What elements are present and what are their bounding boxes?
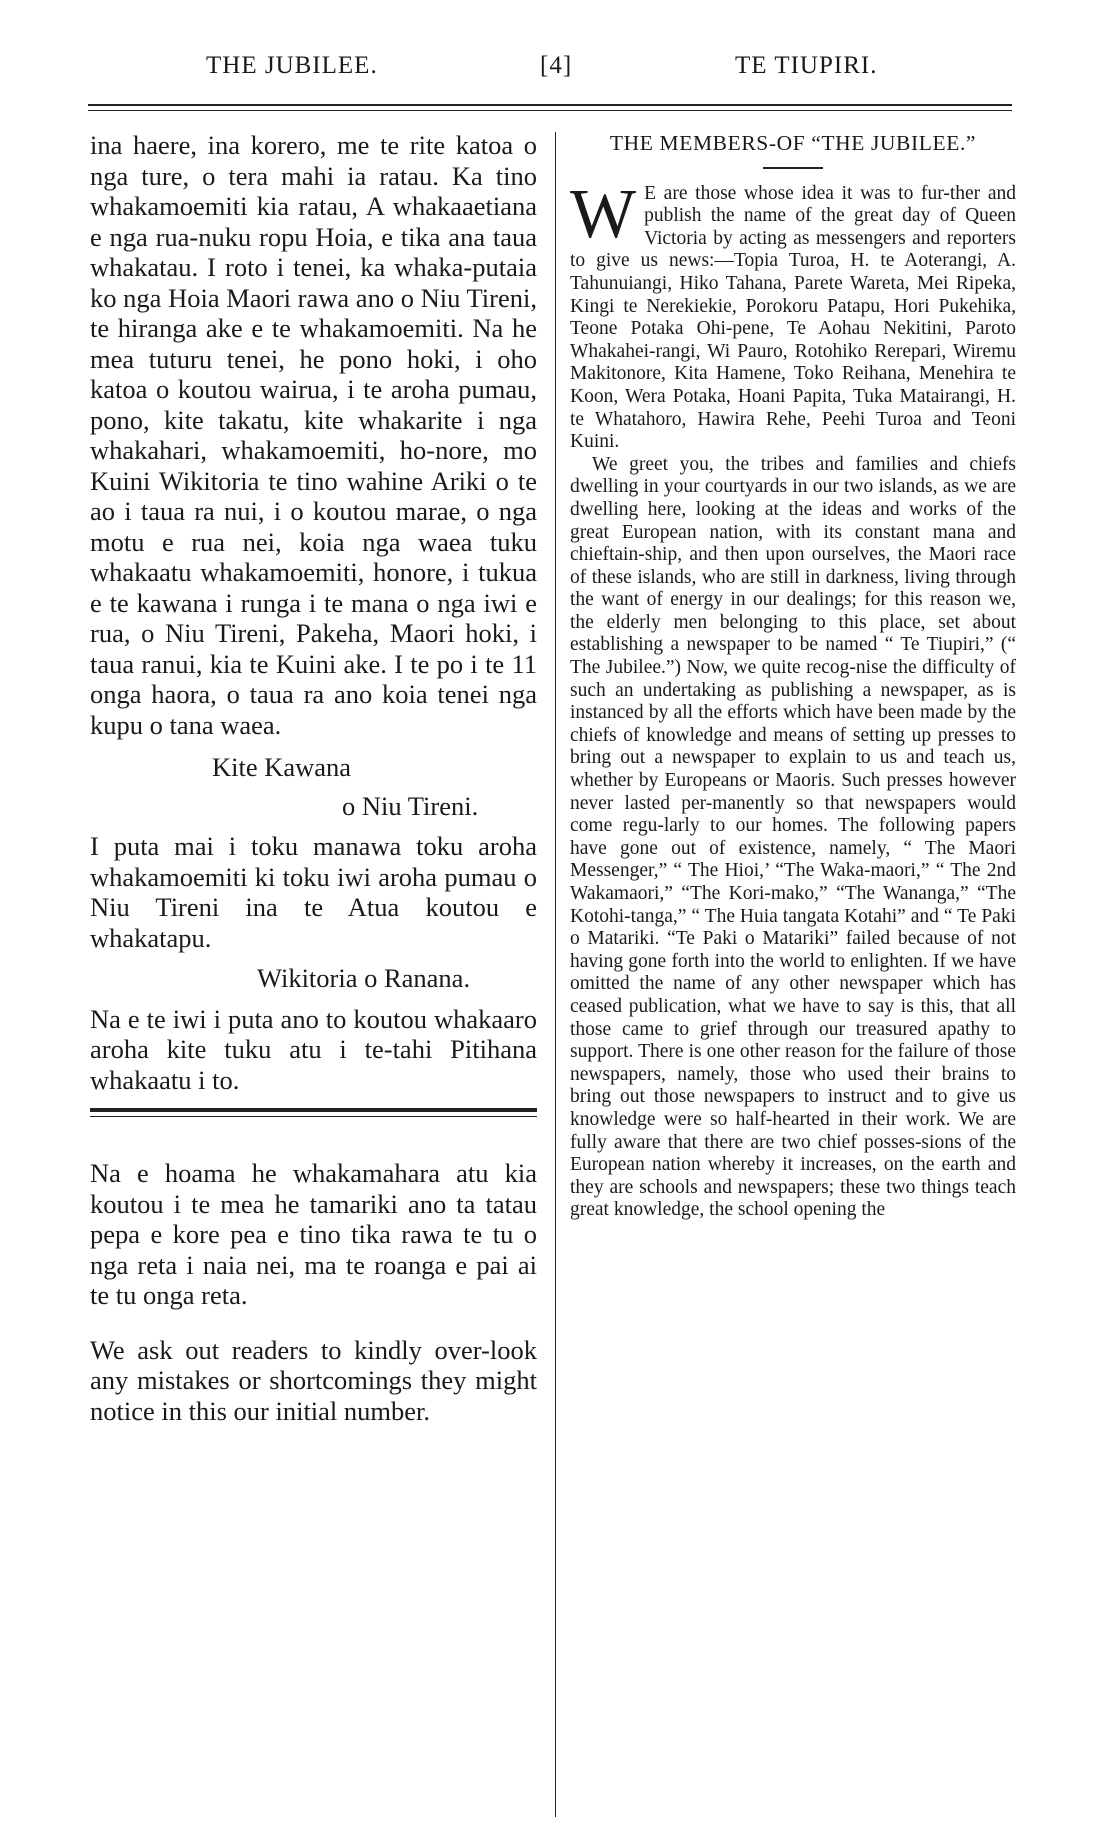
drop-cap: W — [570, 175, 637, 253]
queen-message: I puta mai i toku manawa toku aroha whakamoemiti ki toku iwi aroha pumau o Niu Tireni ina te Atua koutou e whakatapu. — [90, 831, 537, 953]
header-rule-bottom — [88, 110, 1012, 111]
heading-rule — [763, 167, 823, 169]
page-number: [4] — [540, 52, 573, 79]
left-column — [90, 130, 537, 1095]
right-column — [570, 132, 1016, 1222]
header-left-title: THE JUBILEE. — [206, 52, 378, 79]
section-rule-thick — [90, 1108, 537, 1112]
column-divider — [555, 132, 556, 1817]
maori-body-text: ina haere, ina korero, me te rite katoa o nga ture, o tera mahi ia ratau. Ka tino whakamoemiti kia ratau, A whakaaetiana e nga rua-nuku ropu Hoia, e tika ana taua whakatau. I roto i tenei, ka whaka-putaia ko nga Hoia Maori rawa ano o Niu Tireni, te hiranga ake e te whakamoemiti. Na he mea tuturu tenei, he pono hoki, i oho katoa o koutou wairua, i te aroha pumau, pono, kite takatu, kite whakarite i nga whakahari, whakamoemiti, ho-nore, mo Kuini Wikitoria te tino wahine Ariki o te ao i taua ra nui, i o koutou marae, o nga motu e rua nei, koia nga waea tuku whakaatu whakamoemiti, honore, i tukua e te kawana i runga i te mana o nga iwi e rua, o Niu Tireni, Pakeha, Maori hoki, i taua ranui, kia te Kuini ake. I te po i te 11 onga haora, o taua ra ano koia tenei nga kupu o tana waea. — [90, 130, 537, 740]
signature-governor: Kite Kawana — [212, 752, 352, 782]
notice-english: We ask out readers to kindly over-look any mistakes or shortcomings they might notice in this our initial number. — [90, 1334, 537, 1426]
members-intro: E are those whose idea it was to fur-ther and publish the name of the great day of Queen Victoria by acting as messengers and reporters to give us news:—Topia Turoa, H. te Aoterangi, A. Tahunuiangi, Hiko Tahana, Parete Wareta, Mei Ripeka, Kingi te Nerekiekie, Porokoru Patapu, Hori Pukehika, Teone Potaka Ohi-pene, Te Aohau Nekitini, Paroto Whakahei-rangi, Wi Pauro, Rotohiko Rerepari, Wiremu Makitonore, Kita Hamene, Toko Reihana, Menehira te Koon, Wera Potaka, Hoani Papita, Tuka Matairangi, H. te Whatahoro, Hawira Rehe, Peehi Turoa and Teoni Kuini. — [570, 182, 1016, 453]
members-heading: THE MEMBERS-OF “THE JUBILEE.” — [609, 131, 977, 155]
header-rule-top — [88, 104, 1012, 106]
notice-maori: Na e hoama he whakamahara atu kia koutou i te mea he tamariki ano ta tatau pepa e kore pea e tino tika rawa te tu o nga reta i naia nei, ma te roanga e pai ai te tu onga reta. — [90, 1158, 537, 1310]
signature-queen: Wikitoria o Ranana. — [257, 963, 471, 993]
header-right-title: TE TIUPIRI. — [735, 52, 878, 79]
notices — [90, 1158, 537, 1426]
signature-governor-place: o Niu Tireni. — [342, 790, 479, 821]
english-body-text: We greet you, the tribes and families and chiefs dwelling in your courtyards in our two islands, as we are dwelling here, looking at the ideas and works of the great European nation, with its constant mana and chieftain-ship, and then upon ourselves, the Maori race of these islands, who are still in darkness, living through the want of energy in our dealings; for this reason we, the elderly men belonging to this place, set about establishing a newspaper to be named “ Te Tiupiri,” (“ The Jubilee.”) Now, we quite recog-nise the difficulty of such an undertaking as publishing a newspaper, as is instanced by all the efforts which have been made by the chiefs of knowledge and means of setting up presses to bring out a newspaper to explain to us and teach us, whether by Europeans or Maoris. Such presses however never lasted per-manently so that newspapers would come regu-larly to our homes. The following papers have gone out of existence, namely, “ The Maori Messenger,” “ The Hioi,’ “The Waka-maori,” “ The 2nd Wakamaori,” “The Kori-mako,” “The Wananga,” “The Kotohi-tanga,” “ The Huia tangata Kotahi” and “ Te Paki o Matariki. “Te Paki o Matariki” failed because of not having gone forth into the world to enlighten. If we have omitted the name of any other newspaper which has ceased publication, what we have to say is this, that all those came to grief through our treasured apathy to support. There is one other reason for the failure of those newspapers, namely, those who used their brains to bring out those newspapers to instruct and to give us knowledge were so half-hearted in their work. We are fully aware that there are two chief posses-sions of the European nation whereby it increases, on the earth and they are schools and newspapers; these two things teach great knowledge, the school opening the — [570, 453, 1016, 1221]
closing-paragraph: Na e te iwi i puta ano to koutou whakaaro aroha kite tuku atu i te-tahi Pitihana whakaatu i to. — [90, 1003, 537, 1095]
section-rule-thin — [90, 1116, 537, 1117]
